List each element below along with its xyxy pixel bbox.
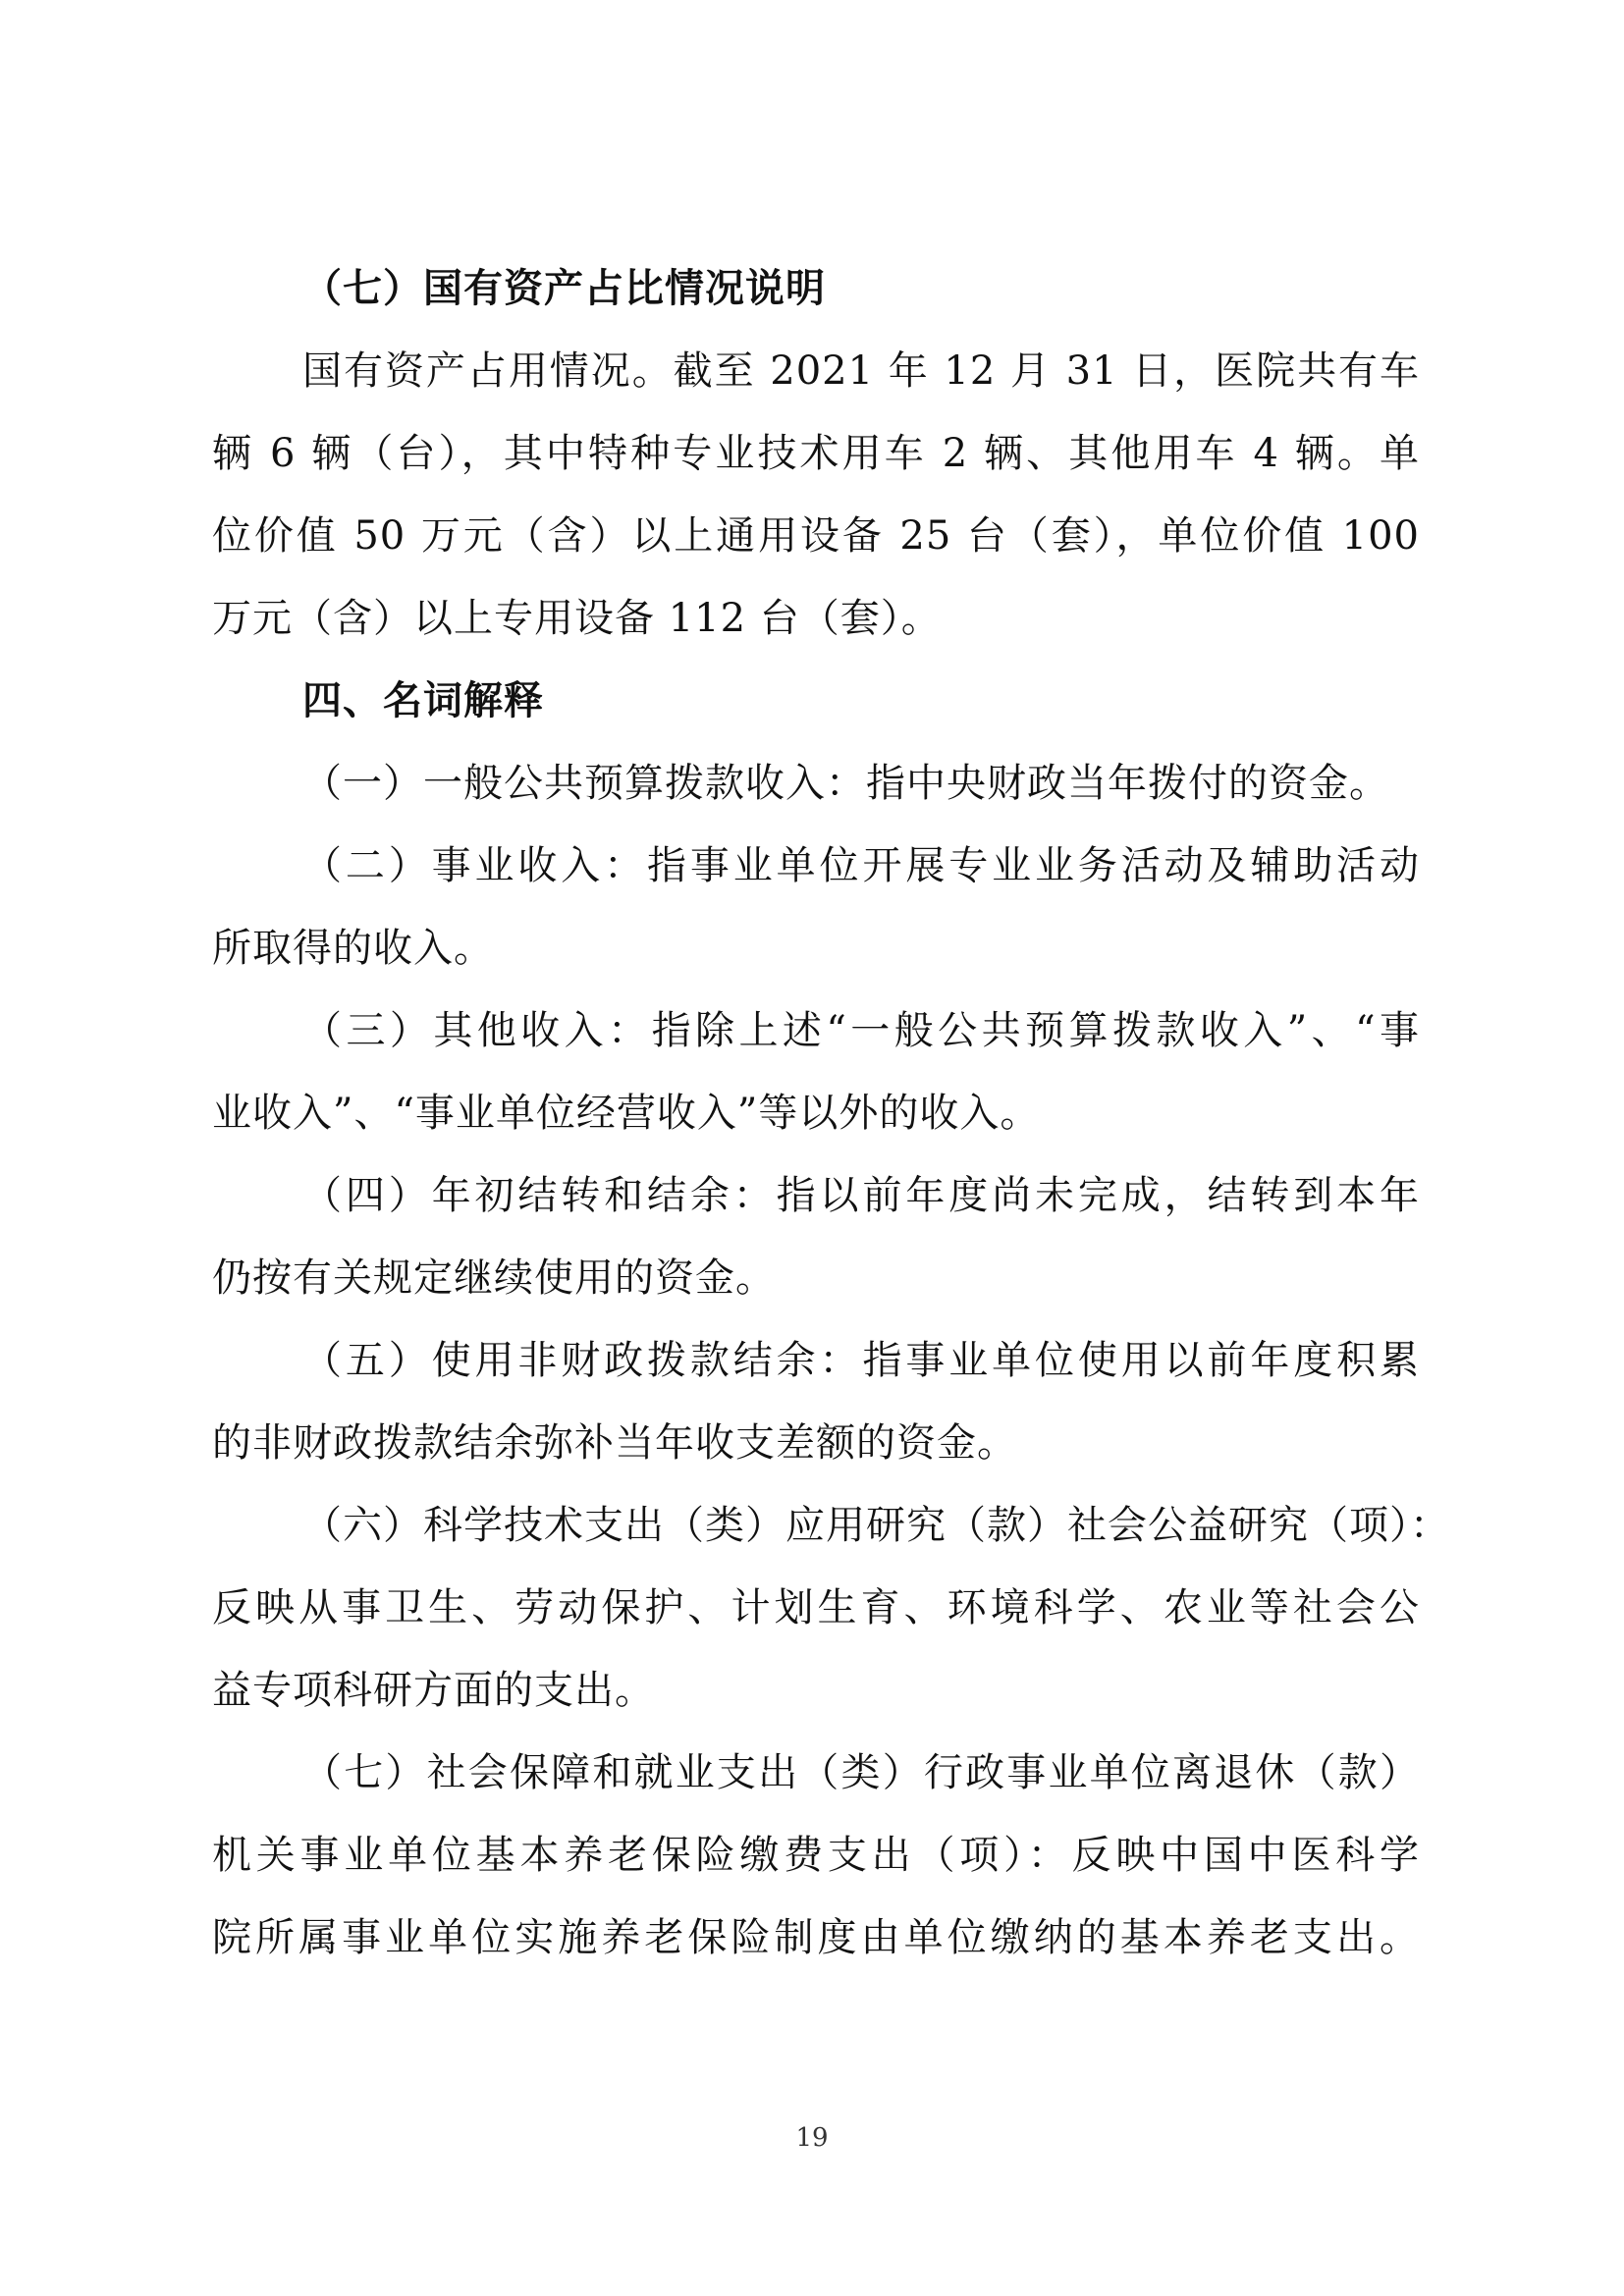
glossary-item [212,1154,1420,1319]
glossary-item [212,742,1420,825]
paragraph-line: 辆 6 辆（台），其中特种专业技术用车 2 辆、其他用车 4 辆。单 [212,431,1420,476]
paragraph-line: 所取得的收入。 [212,926,494,971]
paragraph-line: 机关事业单位基本养老保险缴费支出（项）：反映中国中医科学 [212,1833,1420,1878]
glossary-item [212,1319,1420,1484]
paragraph-line: （三）其他收入：指除上述“一般公共预算拨款收入”、“事 [302,1008,1420,1053]
glossary-item [212,1732,1420,1979]
paragraph-line: （五）使用非财政拨款结余：指事业单位使用以前年度积累 [302,1338,1420,1383]
paragraph-line: 业收入”、“事业单位经营收入”等以外的收入。 [212,1091,1041,1136]
paragraph-line: 国有资产占用情况。截至 2021 年 12 月 31 日，医院共有车 [302,348,1420,394]
paragraph-line: （六）科学技术支出（类）应用研究（款）社会公益研究（项）： [302,1503,1450,1548]
page-content [212,247,1450,1979]
section-heading-state-assets: （七）国有资产占比情况说明 [302,266,826,311]
paragraph-line: 益专项科研方面的支出。 [212,1668,655,1713]
paragraph-line: （一）一般公共预算拨款收入：指中央财政当年拨付的资金。 [302,761,1389,806]
glossary-item [212,989,1420,1154]
paragraph-line: 院所属事业单位实施养老保险制度由单位缴纳的基本养老支出。 [212,1915,1420,1960]
paragraph-line: 反映从事卫生、劳动保护、计划生育、环境科学、农业等社会公 [212,1585,1420,1630]
paragraph-line: 位价值 50 万元（含）以上通用设备 25 台（套），单位价值 100 [212,513,1420,559]
glossary-item [212,825,1420,989]
glossary-item [212,1484,1450,1732]
paragraph-line: 万元（含）以上专用设备 112 台（套）。 [212,596,942,641]
paragraph-line: （二）事业收入：指事业单位开展专业业务活动及辅助活动 [302,843,1420,888]
paragraph-line: 的非财政拨款结余弥补当年收支差额的资金。 [212,1420,1017,1466]
paragraph-line: （七）社会保障和就业支出（类）行政事业单位离退休（款） [302,1750,1420,1795]
page-number: 19 [795,2123,829,2153]
section-heading-glossary: 四、名词解释 [302,678,544,723]
paragraph-line: 仍按有关规定继续使用的资金。 [212,1255,776,1301]
paragraph-state-assets [212,330,1420,660]
paragraph-line: （四）年初结转和结余：指以前年度尚未完成，结转到本年 [302,1173,1420,1218]
